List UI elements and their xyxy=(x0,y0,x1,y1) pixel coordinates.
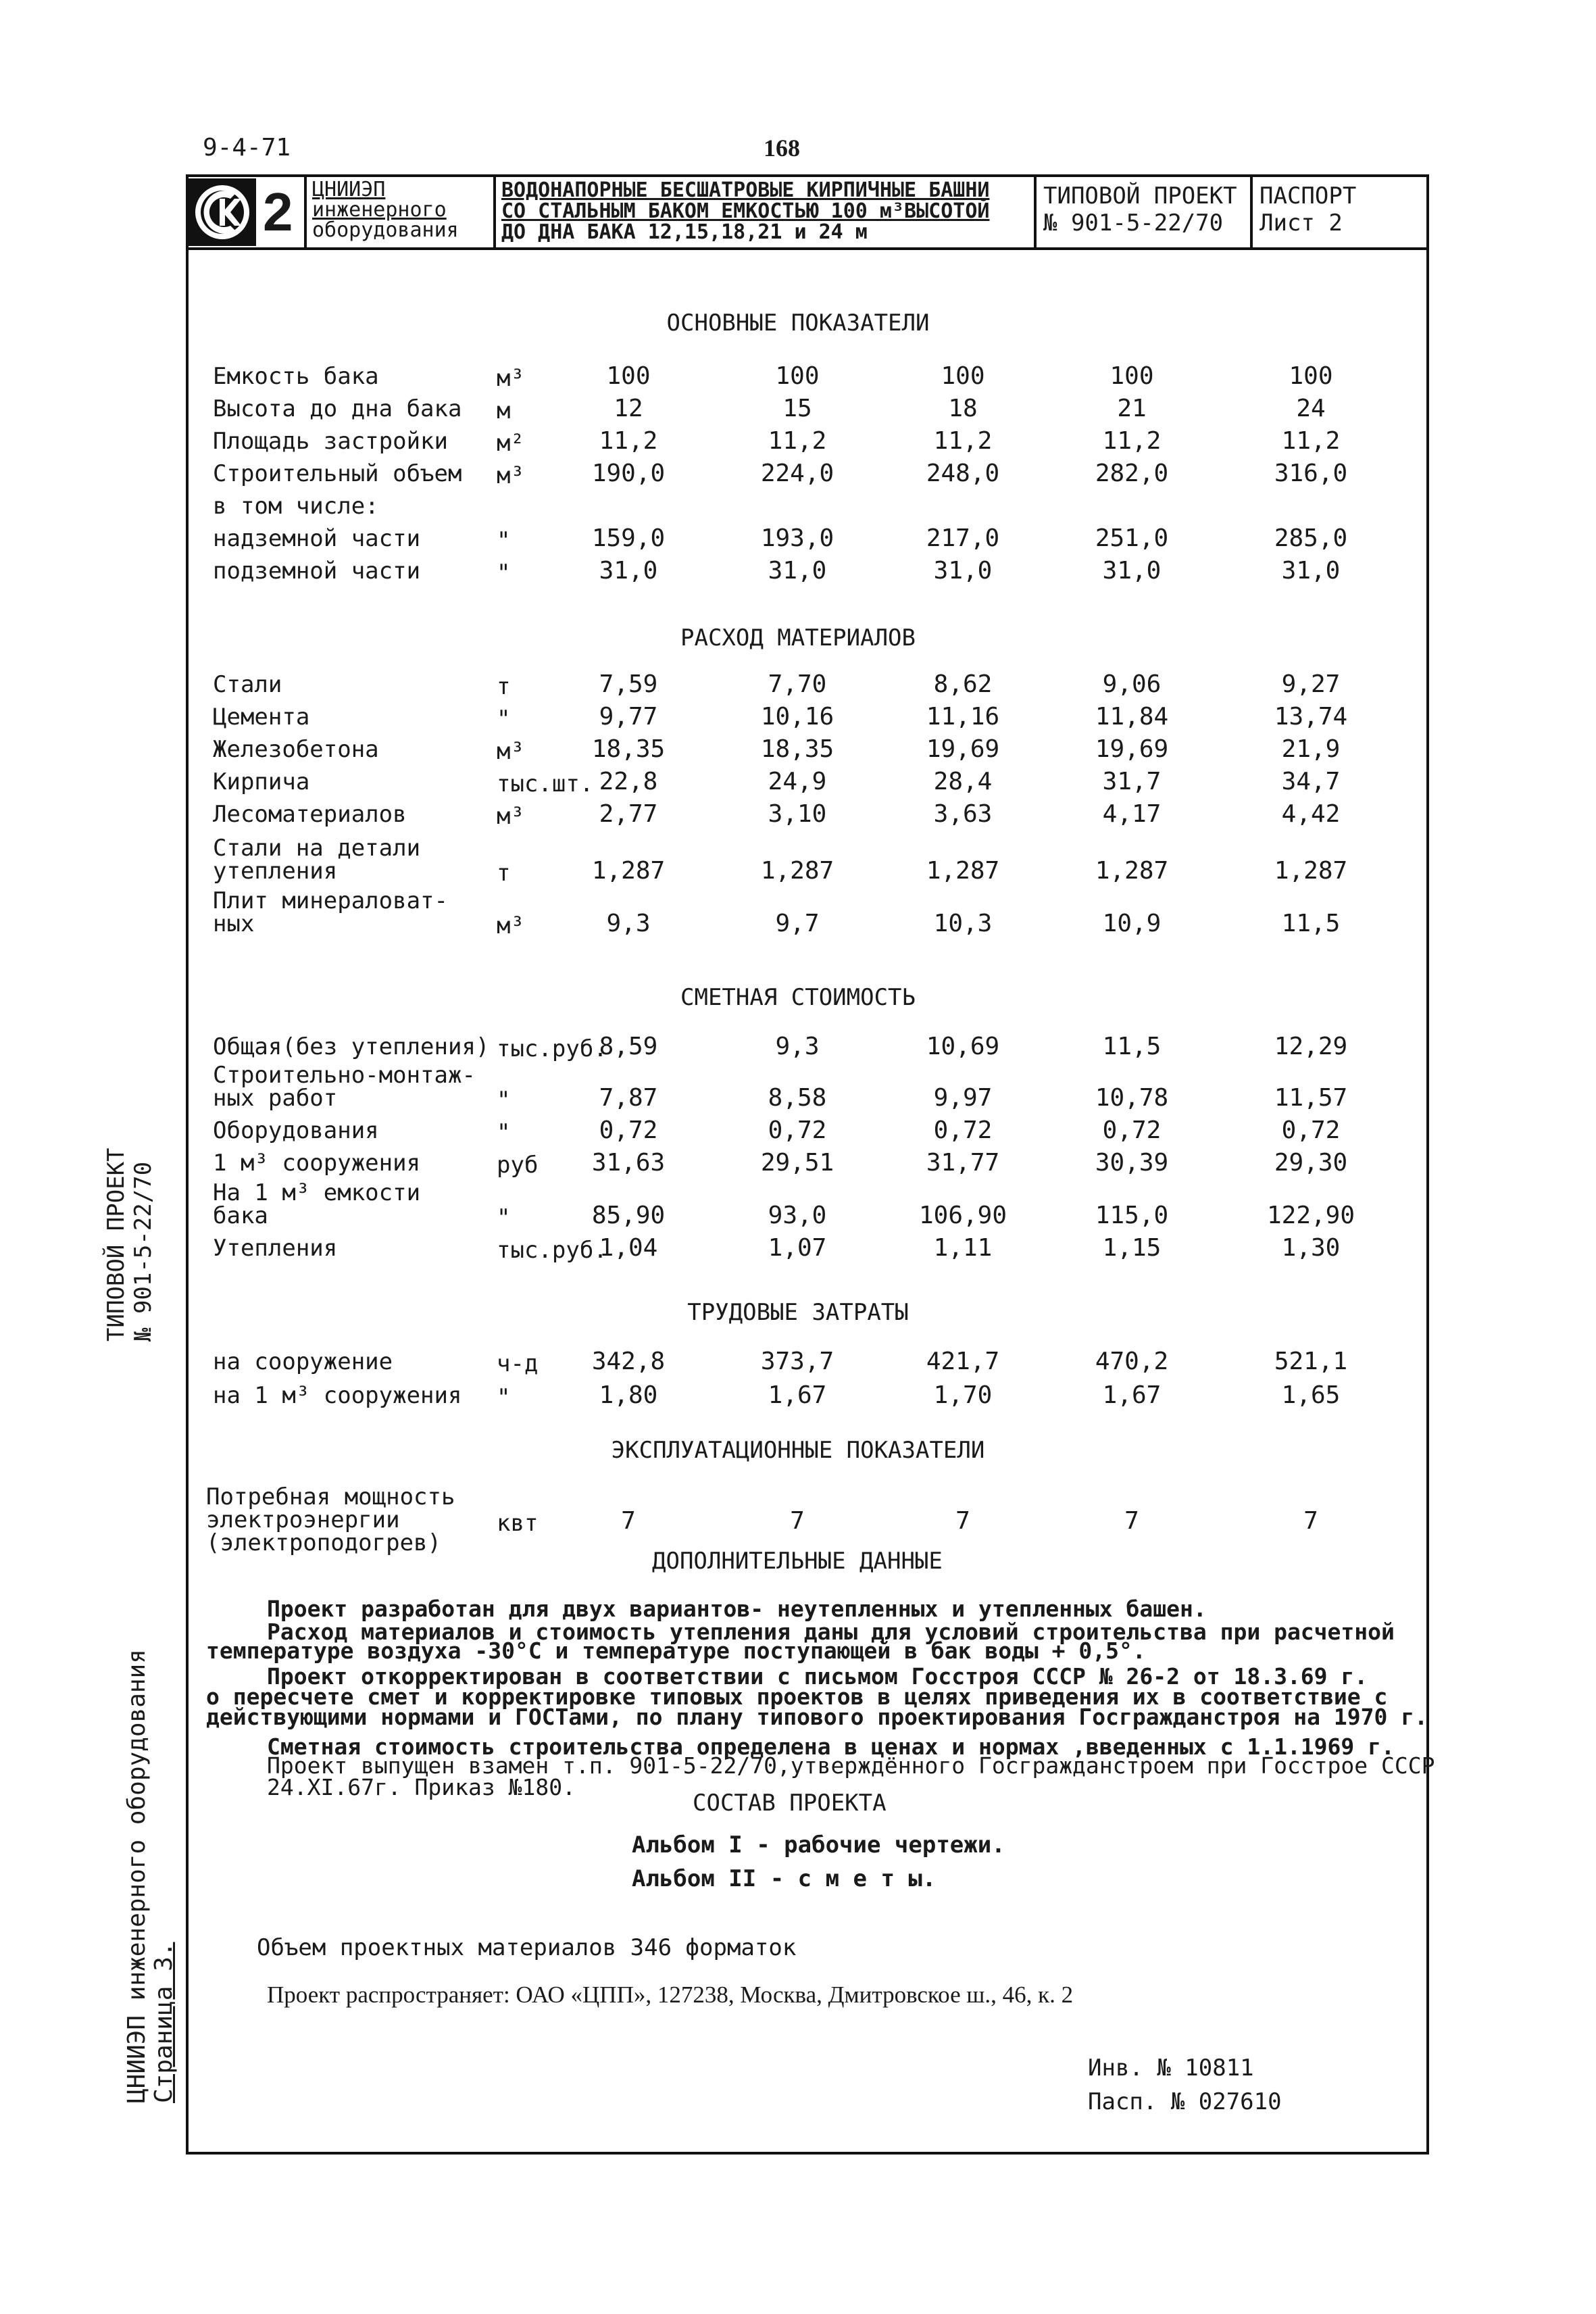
org-cell xyxy=(307,177,496,247)
cell-value: 373,7 xyxy=(760,1348,834,1375)
cell-value: 282,0 xyxy=(1095,460,1169,487)
cell-value: 1,287 xyxy=(1095,857,1169,885)
row-label-line: бака xyxy=(213,1202,268,1229)
row-unit: т xyxy=(497,673,511,700)
cell-value: 31,7 xyxy=(1102,768,1162,795)
row-label xyxy=(213,770,309,793)
row-unit: руб xyxy=(497,1152,539,1179)
row-label-line: На 1 м³ емкости xyxy=(213,1179,421,1206)
cell-value: 1,80 xyxy=(599,1381,658,1409)
cell-value: 1,287 xyxy=(591,857,666,885)
row-label-line: (электроподогрев) xyxy=(206,1529,441,1556)
row-label xyxy=(206,1485,455,1554)
cell-value: 9,3 xyxy=(775,1033,820,1060)
row-label-line: Стали на детали xyxy=(213,835,421,862)
side-note-line: ТИПОВОЙ ПРОЕКТ xyxy=(103,1148,130,1341)
row-label-line: утепления xyxy=(213,858,338,885)
cell-value: 31,0 xyxy=(1102,557,1162,585)
row-unit: тыс.руб. xyxy=(497,1237,607,1264)
project-number-cell xyxy=(1037,177,1253,247)
cell-value: 15 xyxy=(782,395,812,422)
cell-value: 1,70 xyxy=(933,1381,993,1409)
cell-value: 0,72 xyxy=(1281,1116,1341,1144)
cell-value: 100 xyxy=(1109,362,1154,390)
cell-value: 100 xyxy=(941,362,985,390)
project-label: ТИПОВОЙ ПРОЕКТ xyxy=(1043,182,1237,210)
additional-line: температуре воздуха -30°С и температуре поступающей в бак воды + 0,5°. xyxy=(206,1638,1146,1664)
row-label xyxy=(213,1181,420,1227)
row-label xyxy=(213,365,379,388)
cell-value: 100 xyxy=(775,362,820,390)
row-label-line: Потребная мощность xyxy=(206,1483,455,1510)
additional-line: Проект откорректирован в соответствии с письмом Госстроя СССР № 26-2 от 18.3.69 г. xyxy=(267,1663,1368,1690)
additional-line: Проект разработан для двух вариантов- неутепленных и утепленных башен. xyxy=(267,1596,1207,1622)
cell-value: 521,1 xyxy=(1274,1348,1348,1375)
row-label-line: в том числе: xyxy=(213,493,379,520)
row-unit: т xyxy=(497,860,511,887)
cell-value: 21 xyxy=(1117,395,1147,422)
cell-value: 34,7 xyxy=(1281,768,1341,795)
row-label-line: 1 м³ сооружения xyxy=(213,1150,421,1177)
logo-number: 2 xyxy=(263,182,293,242)
row-unit: м³ xyxy=(497,462,524,489)
project-number: № 901-5-22/70 xyxy=(1043,210,1224,237)
cell-value: 8,58 xyxy=(768,1084,827,1112)
title-block xyxy=(186,174,1429,250)
row-label xyxy=(213,1384,462,1407)
cell-value: 0,72 xyxy=(768,1116,827,1144)
cell-value: 12,29 xyxy=(1274,1033,1348,1060)
labor-title: ТРУДОВЫЕ ЗАТРАТЫ xyxy=(687,1299,909,1326)
cell-value: 0,72 xyxy=(1102,1116,1162,1144)
cell-value: 19,69 xyxy=(926,735,1000,763)
cell-value: 1,07 xyxy=(768,1234,827,1262)
cell-value: 251,0 xyxy=(1095,524,1169,552)
org-line: оборудования xyxy=(312,218,459,242)
row-unit: тыс.руб. xyxy=(497,1035,607,1062)
cell-value: 224,0 xyxy=(760,460,834,487)
cell-value: 7 xyxy=(790,1507,805,1535)
cell-value: 13,74 xyxy=(1274,703,1348,731)
row-label-line: Стали xyxy=(213,671,282,698)
cell-value: 7 xyxy=(1303,1507,1318,1535)
cell-value: 1,11 xyxy=(933,1234,993,1262)
row-label-line: Лесоматериалов xyxy=(213,801,407,828)
row-label xyxy=(213,462,462,485)
row-label xyxy=(213,430,448,453)
row-label-line: на 1 м³ сооружения xyxy=(213,1382,462,1409)
cell-value: 285,0 xyxy=(1274,524,1348,552)
cell-value: 9,27 xyxy=(1281,670,1341,698)
cell-value: 7,70 xyxy=(768,670,827,698)
row-label-line: на сооружение xyxy=(213,1348,393,1375)
side-note-line: ЦНИИЭП инженерного оборудования xyxy=(123,1649,151,2103)
cell-value: 7 xyxy=(621,1507,636,1535)
row-label xyxy=(213,738,379,761)
cell-value: 11,2 xyxy=(768,427,827,455)
row-label xyxy=(213,1064,476,1110)
cell-value: 10,3 xyxy=(933,910,993,937)
row-label xyxy=(213,1350,393,1373)
cell-value: 24 xyxy=(1296,395,1326,422)
cell-value: 1,287 xyxy=(1274,857,1348,885)
row-label-line: Плит минераловат- xyxy=(213,887,448,914)
cell-value: 342,8 xyxy=(591,1348,666,1375)
cell-value: 9,06 xyxy=(1102,670,1162,698)
cell-value: 7 xyxy=(1124,1507,1139,1535)
row-unit: " xyxy=(497,1119,511,1146)
cell-value: 100 xyxy=(1289,362,1333,390)
additional-line: о пересчете смет и корректировке типовых проектов в целях приведения их в соответствие с xyxy=(206,1683,1388,1710)
cell-value: 31,0 xyxy=(933,557,993,585)
cell-value: 31,0 xyxy=(768,557,827,585)
row-label-line: ных работ xyxy=(213,1085,338,1112)
cell-value: 85,90 xyxy=(591,1202,666,1229)
cell-value: 11,84 xyxy=(1095,703,1169,731)
row-unit: квт xyxy=(497,1510,539,1537)
cell-value: 31,0 xyxy=(1281,557,1341,585)
cell-value: 1,287 xyxy=(926,857,1000,885)
cell-value: 18,35 xyxy=(760,735,834,763)
cell-value: 106,90 xyxy=(918,1202,1007,1229)
cell-value: 0,72 xyxy=(599,1116,658,1144)
row-label xyxy=(213,673,282,696)
additional-line: Сметная стоимость строительства определена в ценах и нормах ,введенных с 1.1.1969 г. xyxy=(267,1733,1395,1760)
row-label xyxy=(213,1152,420,1175)
row-label-line: Строительно-монтаж- xyxy=(213,1062,476,1089)
ck-logo-icon xyxy=(189,178,256,246)
cell-value: 1,65 xyxy=(1281,1381,1341,1409)
cell-value: 11,2 xyxy=(599,427,658,455)
passport-label: ПАСПОРТ xyxy=(1260,182,1357,210)
sheet-label: Лист 2 xyxy=(1260,210,1343,237)
cell-value: 11,2 xyxy=(933,427,993,455)
project-title-line: ВОДОНАПОРНЫЕ БЕСШАТРОВЫЕ КИРПИЧНЫЕ БАШНИ xyxy=(501,178,990,202)
side-note-org xyxy=(124,1649,178,2103)
side-note-line: № 901-5-22/70 xyxy=(130,1161,157,1341)
cell-value: 9,3 xyxy=(606,910,651,937)
cell-value: 9,7 xyxy=(775,910,820,937)
volume-line: Объем проектных материалов 346 форматок xyxy=(257,1934,797,1961)
cell-value: 31,0 xyxy=(599,557,658,585)
row-label xyxy=(213,527,420,550)
row-unit: тыс.шт. xyxy=(497,770,594,797)
row-unit: " xyxy=(497,560,511,587)
cell-value: 29,30 xyxy=(1274,1149,1348,1177)
cell-value: 4,42 xyxy=(1281,800,1341,828)
row-unit: " xyxy=(497,1087,511,1114)
passport-cell xyxy=(1253,177,1426,247)
logo-cell xyxy=(189,177,307,247)
side-note-line: Страница 3. xyxy=(150,1942,178,2103)
row-label xyxy=(213,495,379,518)
cell-value: 12 xyxy=(614,395,643,422)
cell-value: 0,72 xyxy=(933,1116,993,1144)
cell-value: 9,77 xyxy=(599,703,658,731)
page-number: 168 xyxy=(764,134,800,162)
row-label-line: Утепления xyxy=(213,1235,338,1262)
row-label xyxy=(213,1035,489,1058)
cell-value: 7,87 xyxy=(599,1084,658,1112)
cell-value: 470,2 xyxy=(1095,1348,1169,1375)
composition-title: СОСТАВ ПРОЕКТА xyxy=(693,1790,887,1817)
cell-value: 248,0 xyxy=(926,460,1000,487)
sheet-code: 9-4-71 xyxy=(203,134,291,162)
cell-value: 10,69 xyxy=(926,1033,1000,1060)
cell-value: 1,67 xyxy=(1102,1381,1162,1409)
row-label-line: электроэнергии xyxy=(206,1506,400,1533)
row-label-line: ных xyxy=(213,910,255,937)
additional-line: Расход материалов и стоимость утепления даны для условий строительства при расчетной xyxy=(267,1619,1395,1645)
row-label-line: Площадь застройки xyxy=(213,428,448,455)
materials-title: РАСХОД МАТЕРИАЛОВ xyxy=(680,624,916,651)
cell-value: 217,0 xyxy=(926,524,1000,552)
cell-value: 11,5 xyxy=(1102,1033,1162,1060)
cell-value: 122,90 xyxy=(1266,1202,1355,1229)
cell-value: 7 xyxy=(955,1507,970,1535)
cell-value: 1,67 xyxy=(768,1381,827,1409)
operation-title: ЭКСПЛУАТАЦИОННЫЕ ПОКАЗАТЕЛИ xyxy=(611,1437,985,1464)
additional-title: ДОПОЛНИТЕЛЬНЫЕ ДАННЫЕ xyxy=(652,1548,943,1575)
cell-value: 31,77 xyxy=(926,1149,1000,1177)
row-unit: м³ xyxy=(497,803,524,830)
row-unit: м³ xyxy=(497,365,524,392)
cell-value: 31,63 xyxy=(591,1149,666,1177)
cell-value: 2,77 xyxy=(599,800,658,828)
cell-value: 1,15 xyxy=(1102,1234,1162,1262)
row-unit: м xyxy=(497,397,511,424)
cell-value: 18,35 xyxy=(591,735,666,763)
cell-value: 30,39 xyxy=(1095,1149,1169,1177)
cell-value: 3,10 xyxy=(768,800,827,828)
row-unit: " xyxy=(497,527,511,554)
row-unit: " xyxy=(497,706,511,733)
row-label-line: Емкость бака xyxy=(213,363,379,390)
row-label xyxy=(213,706,309,729)
org-line: ЦНИИЭП xyxy=(312,178,386,201)
cell-value: 190,0 xyxy=(591,460,666,487)
cell-value: 11,2 xyxy=(1102,427,1162,455)
org-line: инженерного xyxy=(312,198,447,222)
cell-value: 1,287 xyxy=(760,857,834,885)
cost-title: СМЕТНАЯ СТОИМОСТЬ xyxy=(680,984,916,1011)
cell-value: 316,0 xyxy=(1274,460,1348,487)
row-label xyxy=(213,1237,337,1260)
row-unit: м² xyxy=(497,430,524,457)
cell-value: 10,16 xyxy=(760,703,834,731)
cell-value: 3,63 xyxy=(933,800,993,828)
cell-value: 28,4 xyxy=(933,768,993,795)
additional-line: действующими нормами и ГОСТами, по плану типового проектирования Госгражданстроя на 1970 г. xyxy=(206,1704,1428,1730)
row-label-line: Оборудования xyxy=(213,1117,379,1144)
cell-value: 11,2 xyxy=(1281,427,1341,455)
cell-value: 93,0 xyxy=(768,1202,827,1229)
project-title-line: ДО ДНА БАКА 12,15,18,21 и 24 м xyxy=(501,220,868,244)
cell-value: 11,57 xyxy=(1274,1084,1348,1112)
row-label xyxy=(213,889,448,935)
composition-item: Альбом II - с м е т ы. xyxy=(632,1865,937,1892)
cell-value: 1,04 xyxy=(599,1234,658,1262)
cell-value: 21,9 xyxy=(1281,735,1341,763)
cell-value: 159,0 xyxy=(591,524,666,552)
row-label-line: Строительный объем xyxy=(213,460,462,487)
row-label-line: Общая(без утепления) xyxy=(213,1033,490,1060)
row-label-line: Кирпича xyxy=(213,768,310,795)
cell-value: 10,9 xyxy=(1102,910,1162,937)
row-label xyxy=(213,837,420,883)
cell-value: 10,78 xyxy=(1095,1084,1169,1112)
cell-value: 193,0 xyxy=(760,524,834,552)
cell-value: 8,59 xyxy=(599,1033,658,1060)
cell-value: 4,17 xyxy=(1102,800,1162,828)
inventory-number: Инв. № 10811 xyxy=(1088,2054,1254,2082)
row-unit: " xyxy=(497,1204,511,1231)
project-title-line: СО СТАЛЬНЫМ БАКОМ ЕМКОСТЬЮ 100 м³ВЫСОТОЙ xyxy=(501,199,990,223)
row-unit: " xyxy=(497,1384,511,1411)
cell-value: 19,69 xyxy=(1095,735,1169,763)
row-label xyxy=(213,397,462,420)
cell-value: 18 xyxy=(948,395,978,422)
row-label-line: Железобетона xyxy=(213,736,379,763)
row-label-line: надземной части xyxy=(213,525,421,552)
additional-line: 24.XI.67г. Приказ №180. xyxy=(267,1774,576,1800)
cell-value: 11,5 xyxy=(1281,910,1341,937)
cell-value: 115,0 xyxy=(1095,1202,1169,1229)
cell-value: 29,51 xyxy=(760,1149,834,1177)
row-label xyxy=(213,803,407,826)
row-label xyxy=(213,560,420,583)
row-unit: м³ xyxy=(497,738,524,765)
cell-value: 24,9 xyxy=(768,768,827,795)
row-label-line: подземной части xyxy=(213,558,421,585)
row-label-line: Высота до дна бака xyxy=(213,395,462,422)
cell-value: 9,97 xyxy=(933,1084,993,1112)
cell-value: 11,16 xyxy=(926,703,1000,731)
composition-item: Альбом I - рабочие чертежи. xyxy=(632,1831,1005,1858)
cell-value: 421,7 xyxy=(926,1348,1000,1375)
main-indicators-title: ОСНОВНЫЕ ПОКАЗАТЕЛИ xyxy=(666,310,930,337)
project-title-cell xyxy=(496,177,1037,247)
row-label-line: Цемента xyxy=(213,704,310,731)
cell-value: 1,30 xyxy=(1281,1234,1341,1262)
row-label xyxy=(213,1119,379,1142)
distributor-line: Проект распространяет: ОАО «ЦПП», 127238, Москва, Дмитровское ш., 46, к. 2 xyxy=(267,1981,1074,2008)
additional-line: Проект выпущен взамен т.п. 901-5-22/70,утверждённого Госгражданстроем при Госстрое СССР xyxy=(267,1752,1435,1779)
cell-value: 8,62 xyxy=(933,670,993,698)
passport-number: Пасп. № 027610 xyxy=(1088,2088,1282,2115)
row-unit: м³ xyxy=(497,912,524,939)
cell-value: 100 xyxy=(606,362,651,390)
row-unit: ч-д xyxy=(497,1350,539,1377)
cell-value: 22,8 xyxy=(599,768,658,795)
cell-value: 7,59 xyxy=(599,670,658,698)
